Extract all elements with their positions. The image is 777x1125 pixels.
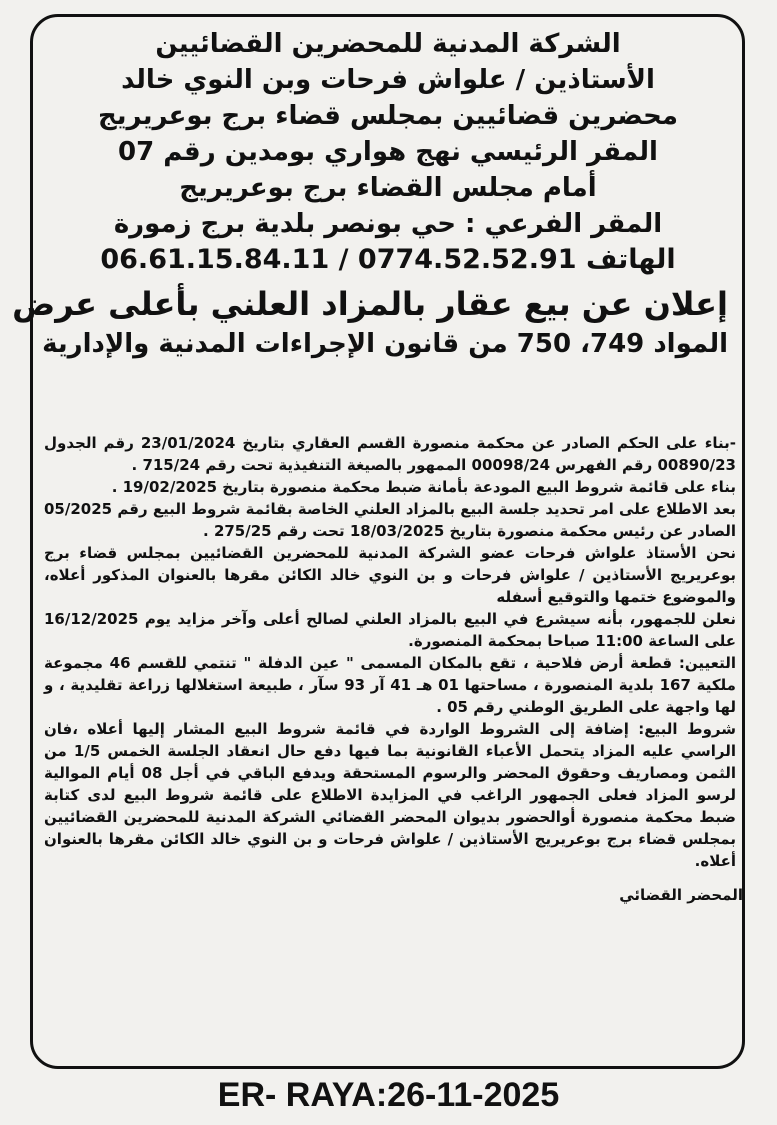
paragraph-session-order: بعد الاطلاع على امر تحديد جلسة البيع بالمزاد العلني الخاصة بقائمة شروط البيع رقم 05/2025 الصادر عن رئيس محكمة منصورة بتاريخ 18/03/2025 تحت رقم 275/25 .: [44, 500, 736, 540]
newspaper-footer: ER- RAYA:26-11-2025: [217, 1076, 560, 1114]
notice-title: إعلان عن بيع عقار بالمزاد العلني بأعلى عرض: [12, 285, 728, 323]
paragraph-bailiff: نحن الأستاذ علواش فرحات عضو الشركة المدنية للمحضرين القضائيين بمجلس قضاء برج بوعريريج الأستاذين / علواش فرحات و بن النوي خالد الكائن مقرها بالعنوان المذكور أعلاه، والموضوع ختمها والتوقيع أسفله: [44, 544, 736, 606]
paragraph-judgment: -بناء على الحكم الصادر عن محكمة منصورة القسم العقاري بتاريخ 23/01/2024 رقم الجدول 00890/23 رقم الفهرس 00098/24 الممهور بالصيغة التنفيذية تحت رقم 715/24 .: [44, 434, 736, 474]
notice-header: [12, 26, 728, 362]
paragraph-sale-conditions: شروط البيع: إضافة إلى الشروط الواردة في قائمة شروط البيع المشار إليها أعلاه ،فان الراسي عليه المزاد يتحمل الأعباء القانونية بما فيها دفع حال انعقاد الجلسة الخمس 1/5 من الثمن ومصاريف وحقوق المحضر والرسوم المستحقة ويدفع الباقي في أجل 08 أيام الموالية لرسو المزاد فعلى الجمهور الراغب في المزايدة الاطلاع على قائمة شروط البيع لدى كتابة ضبط محكمة منصورة أوالحضور بديوان المحضر القضائي الشركة المدنية للمحضرين القضائيين بمجلس قضاء برج بوعريريج الأستاذين / علواش فرحات و بن النوي خالد الكائن مقرها بالعنوان أعلاه.: [44, 720, 736, 870]
notice-body: [44, 432, 736, 872]
phone-numbers: 06.61.15.84.11 / 0774.52.52.91: [100, 244, 577, 275]
bailiffs-jurisdiction: محضرين قضائيين بمجلس قضاء برج بوعريريج: [98, 101, 678, 131]
phone-line: [48, 242, 728, 278]
paragraph-conditions-list: بناء على قائمة شروط البيع المودعة بأمانة ضبط محكمة منصورة بتاريخ 19/02/2025 .: [111, 478, 736, 496]
phone-label: الهاتف: [585, 244, 676, 275]
main-office-location: أمام مجلس القضاء برج بوعريريج: [179, 173, 597, 203]
company-name: الشركة المدنية للمحضرين القضائيين: [155, 29, 621, 59]
bailiffs-names: الأستاذين / علواش فرحات وبن النوي خالد: [121, 65, 655, 95]
paragraph-property-description: التعيين: قطعة أرض فلاحية ، تقع بالمكان المسمى " عين الدفلة " تنتمي للقسم 46 مجموعة ملكية 167 بلدية المنصورة ، مساحتها 01 هـ 41 آر 93 سآر ، طبيعة استغلالها زراعة تقليدية ، و لها واجهة على الطريق الوطني رقم 05 .: [44, 654, 737, 716]
main-office-address: المقر الرئيسي نهج هواري بومدين رقم 07: [118, 137, 658, 167]
notice-subtitle: المواد 749، 750 من قانون الإجراءات المدنية والإدارية: [42, 329, 728, 359]
branch-office-address: المقر الفرعي : حي بونصر بلدية برج زمورة: [113, 209, 663, 239]
paragraph-announcement: نعلن للجمهور، بأنه سيشرع في البيع بالمزاد العلني لصالح أعلى وآخر مزايد يوم 16/12/2025 على الساعة 11:00 صباحا بمحكمة المنصورة.: [44, 610, 736, 650]
signature-label: المحضر القضائي: [619, 886, 743, 904]
